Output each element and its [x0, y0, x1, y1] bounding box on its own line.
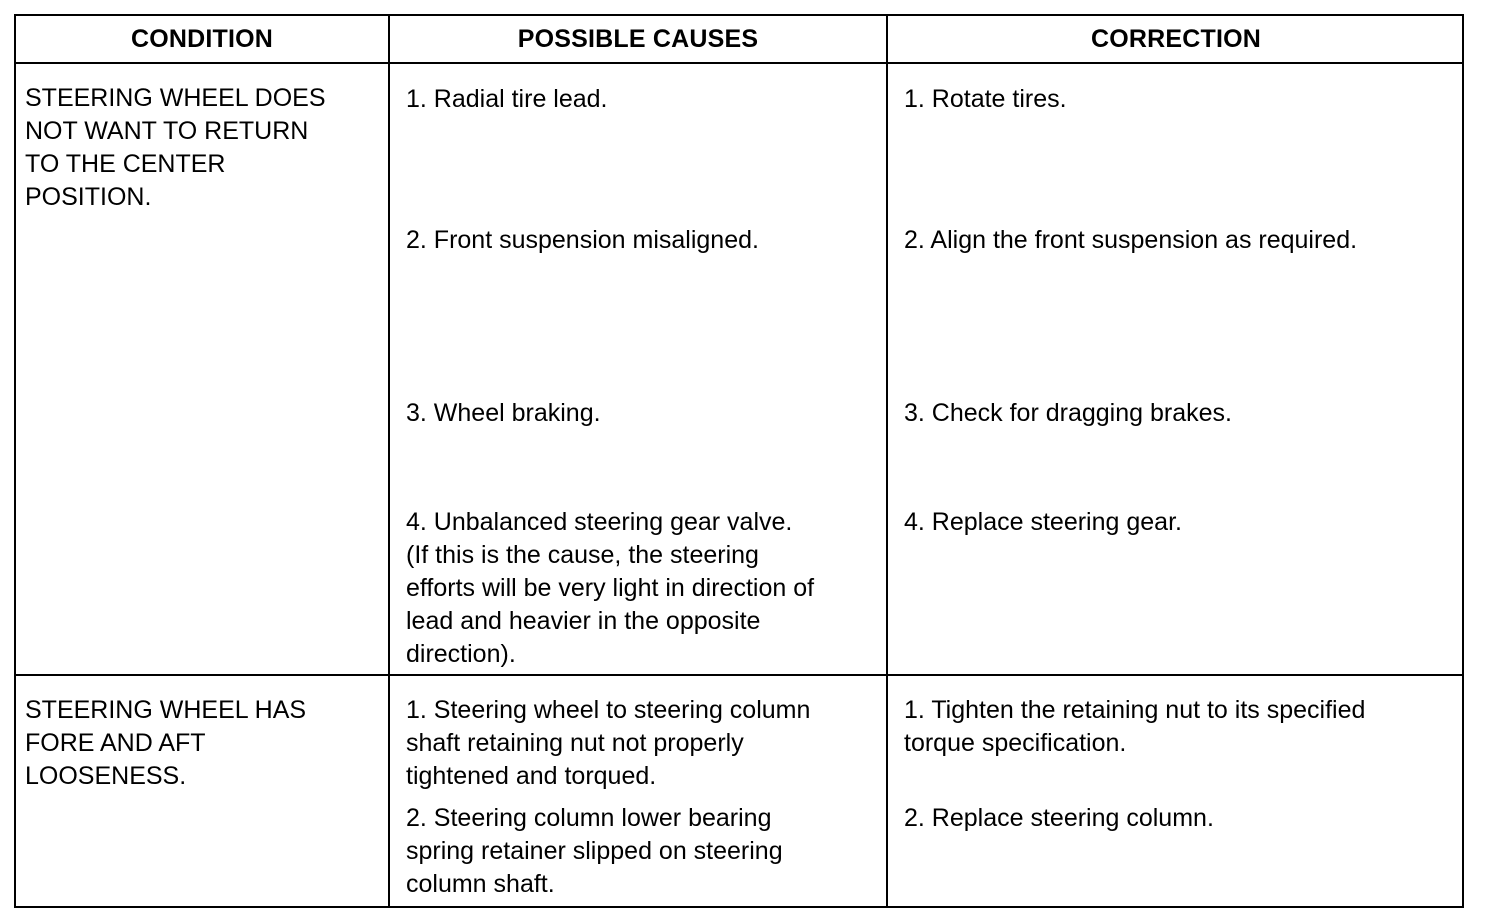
cause-line: 2. Steering column lower bearing	[406, 804, 772, 832]
cause-line: 1. Radial tire lead.	[406, 85, 608, 113]
cause-item	[406, 397, 601, 430]
cause-line: 3. Wheel braking.	[406, 399, 601, 427]
troubleshooting-table	[14, 14, 1464, 908]
condition-cell	[25, 694, 306, 793]
condition-line: TO THE CENTER	[25, 150, 226, 178]
cause-item	[406, 224, 759, 257]
cause-item	[406, 83, 608, 116]
cause-line: lead and heavier in the opposite	[406, 607, 761, 635]
cause-line: direction).	[406, 640, 516, 668]
column-divider-1	[388, 16, 390, 906]
correction-item	[904, 224, 1357, 257]
condition-line: FORE AND AFT	[25, 729, 206, 757]
condition-line: NOT WANT TO RETURN	[25, 117, 309, 145]
condition-line: STEERING WHEEL HAS	[25, 696, 307, 724]
correction-line: 2. Replace steering column.	[904, 804, 1214, 832]
row-divider	[16, 674, 1462, 676]
header-correction: CORRECTION	[1090, 24, 1262, 53]
correction-line: 1. Tighten the retaining nut to its specified	[904, 696, 1366, 724]
condition-line: LOOSENESS.	[25, 762, 187, 790]
correction-item	[904, 694, 1365, 760]
correction-item	[904, 506, 1182, 539]
cause-line: shaft retaining nut not properly	[406, 729, 744, 757]
cause-line: (If this is the cause, the steering	[406, 541, 759, 569]
correction-line: 2. Align the front suspension as required.	[904, 226, 1358, 254]
cause-line: tightened and torqued.	[406, 762, 657, 790]
correction-line: torque specification.	[904, 729, 1127, 757]
cause-item	[406, 506, 814, 671]
condition-line: STEERING WHEEL DOES	[25, 84, 326, 112]
header-divider	[16, 62, 1462, 64]
cause-line: column shaft.	[406, 870, 555, 898]
condition-line: POSITION.	[25, 183, 152, 211]
cause-line: 2. Front suspension misaligned.	[406, 226, 759, 254]
cause-item	[406, 802, 783, 901]
condition-cell	[25, 82, 326, 214]
correction-item	[904, 802, 1214, 835]
correction-item	[904, 83, 1067, 116]
correction-line: 4. Replace steering gear.	[904, 508, 1182, 536]
cause-item	[406, 694, 810, 793]
cause-line: 4. Unbalanced steering gear valve.	[406, 508, 793, 536]
correction-item	[904, 397, 1232, 430]
correction-line: 3. Check for dragging brakes.	[904, 399, 1232, 427]
column-divider-2	[886, 16, 888, 906]
cause-line: 1. Steering wheel to steering column	[406, 696, 811, 724]
cause-line: efforts will be very light in direction of	[406, 574, 815, 602]
correction-line: 1. Rotate tires.	[904, 85, 1067, 113]
header-condition: CONDITION	[130, 24, 274, 53]
header-possible-causes: POSSIBLE CAUSES	[517, 24, 759, 53]
cause-line: spring retainer slipped on steering	[406, 837, 783, 865]
